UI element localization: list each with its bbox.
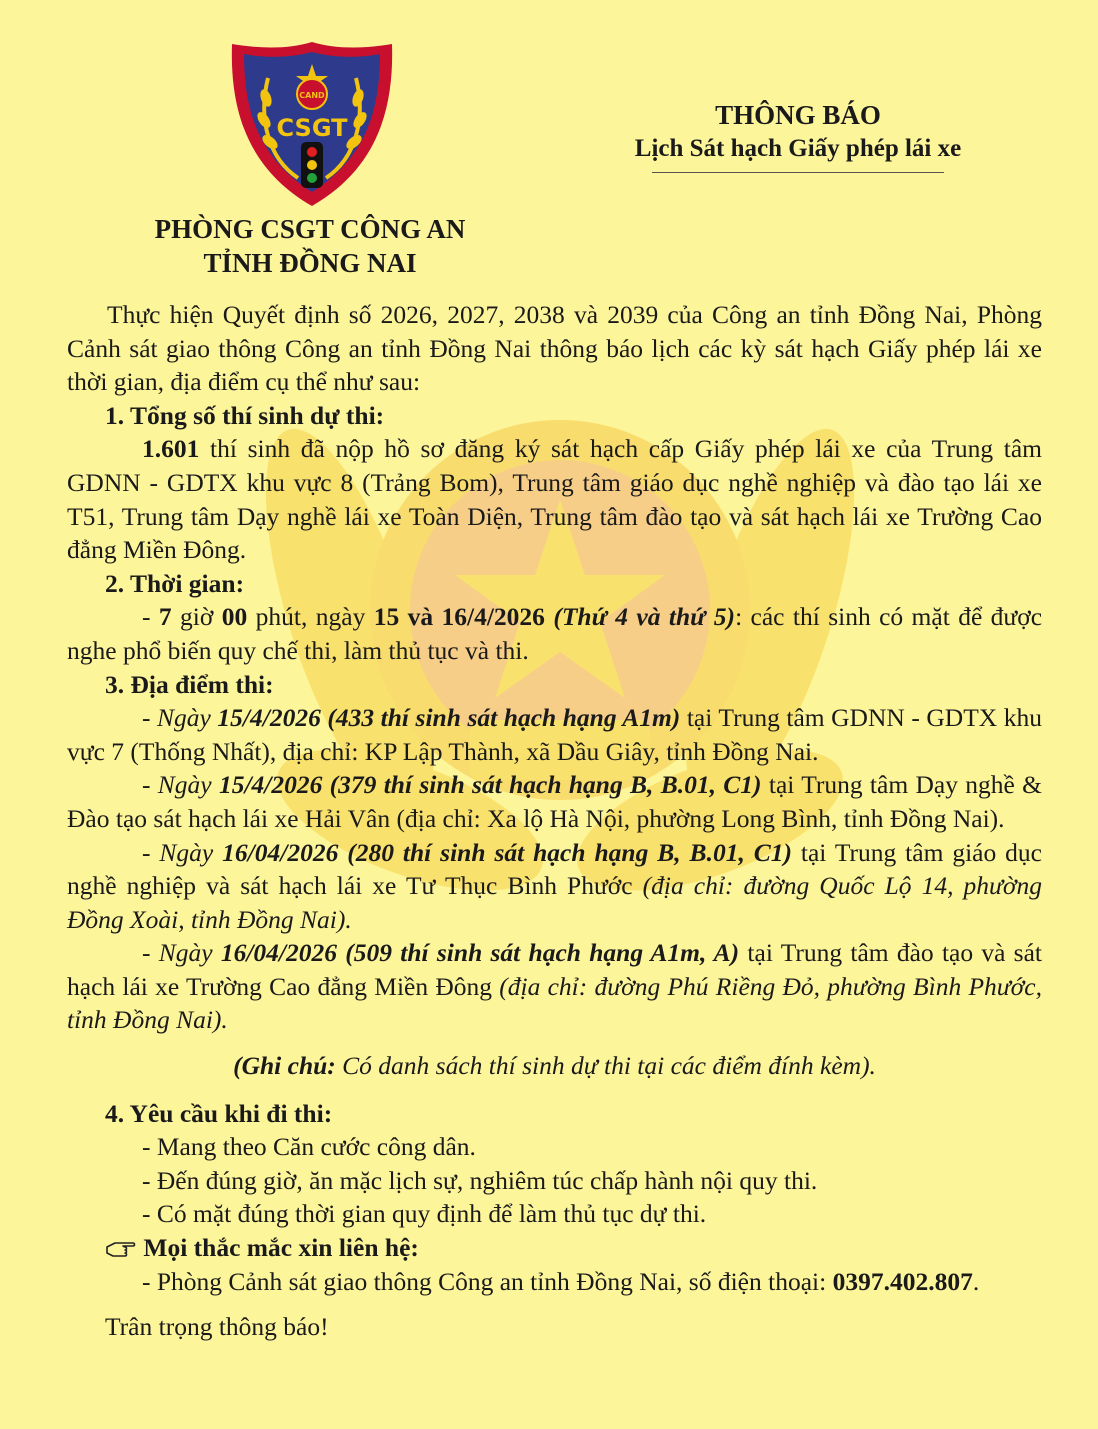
candidate-total: 1.601 bbox=[142, 434, 200, 464]
note-close: ). bbox=[861, 1051, 876, 1081]
header-divider bbox=[652, 172, 944, 173]
requirement-item: - Có mặt đúng thời gian quy định để làm thủ tục dự thi. bbox=[142, 1199, 707, 1229]
section-2-rest: : các thí sinh có mặt để được nghe phổ biến quy chế thi, làm thủ tục và thi. bbox=[67, 602, 1043, 665]
location-lead: - Ngày bbox=[142, 938, 221, 968]
location-date-group: 16/04/2026 (280 thí sinh sát hạch hạng B, B.01, C1) bbox=[222, 837, 792, 867]
location-address: (địa chỉ: đường Quốc Lộ 14, phường Đồng Xoài, tỉnh Đồng Nai). bbox=[67, 871, 1043, 934]
contact-heading: Mọi thắc mắc xin liên hệ: bbox=[143, 1233, 419, 1263]
location-text: tại Trung tâm Dạy nghề & Đào tạo sát hạch lái xe Hải Vân (địa chỉ: Xa lộ Hà Nội, phường Long Bình, tỉnh Đồng Nai). bbox=[67, 770, 1042, 833]
text-gio: giờ bbox=[171, 602, 222, 632]
note-open: ( bbox=[233, 1051, 242, 1081]
notice-header bbox=[598, 98, 998, 173]
contact-end: . bbox=[972, 1266, 980, 1296]
dash: - bbox=[142, 602, 159, 632]
notice-title: THÔNG BÁO bbox=[715, 100, 881, 130]
location-item bbox=[67, 768, 1042, 835]
section-1-paragraph bbox=[67, 432, 1042, 566]
location-date-group: 15/4/2026 (433 thí sinh sát hạch hạng A1m) bbox=[217, 703, 681, 733]
location-item bbox=[67, 936, 1042, 1037]
contact-heading-row bbox=[67, 1231, 1042, 1265]
exam-dates: 15 và 16/4/2026 bbox=[373, 602, 545, 632]
intro-paragraph: Thực hiện Quyết định số 2026, 2027, 2038 và 2039 của Công an tỉnh Đồng Nai, Phòng Cảnh sát giao thông Công an tỉnh Đồng Nai thông báo lịch các kỳ sát hạch Giấy phép lái xe thời gian, địa điểm cụ thể như sau: bbox=[67, 300, 1042, 397]
location-text: tại Trung tâm giáo dục nghề nghiệp và sát hạch lái xe Tư Thục Bình Phước bbox=[67, 837, 1042, 901]
location-lead: - Ngày bbox=[142, 703, 218, 733]
organization-name bbox=[100, 212, 520, 280]
notice-body bbox=[67, 298, 1042, 1344]
section-2-paragraph bbox=[67, 600, 1042, 667]
section-2-heading: 2. Thời gian: bbox=[105, 568, 245, 598]
contact-phone: 0397.402.807 bbox=[832, 1266, 973, 1296]
location-lead: - Ngày bbox=[142, 770, 219, 800]
requirement-item: - Mang theo Căn cước công dân. bbox=[142, 1132, 476, 1162]
location-date-group: 15/4/2026 (379 thí sinh sát hạch hạng B, B.01, C1) bbox=[218, 770, 762, 800]
text-phut-ngay: phút, ngày bbox=[247, 602, 374, 632]
exam-hour: 7 bbox=[158, 602, 172, 632]
notice-subtitle: Lịch Sát hạch Giấy phép lái xe bbox=[634, 135, 962, 162]
note-label: Ghi chú: bbox=[241, 1051, 336, 1081]
location-item bbox=[67, 701, 1042, 768]
org-line-2: TỈNH ĐỒNG NAI bbox=[203, 248, 417, 278]
location-text: tại Trung tâm đào tạo và sát hạch lái xe Trường Cao đẳng Miền Đông bbox=[67, 938, 1042, 1001]
section-1-heading: 1. Tổng số thí sinh dự thi: bbox=[105, 400, 385, 430]
contact-text: - Phòng Cảnh sát giao thông Công an tỉnh Đồng Nai, số điện thoại: bbox=[142, 1266, 833, 1296]
contact-line bbox=[67, 1265, 1042, 1299]
note-text: Có danh sách thí sinh dự thi tại các điểm đính kèm bbox=[335, 1051, 862, 1081]
pointing-hand-icon bbox=[105, 1237, 137, 1259]
requirement-item: - Đến đúng giờ, ăn mặc lịch sự, nghiêm túc chấp hành nội quy thi. bbox=[142, 1165, 818, 1195]
attachment-note bbox=[67, 1049, 1042, 1083]
location-text: tại Trung tâm GDNN - GDTX khu vực 7 (Thống Nhất), địa chỉ: KP Lập Thành, xã Dầu Giây, tỉnh Đồng Nai. bbox=[67, 703, 1042, 766]
logo-csgt-text: CSGT bbox=[276, 114, 348, 142]
section-1-text: thí sinh đã nộp hồ sơ đăng ký sát hạch cấp Giấy phép lái xe của Trung tâm GDNN - GDTX khu vực 8 (Trảng Bom), Trung tâm giáo dục nghề nghiệp và đào tạo lái xe T51, Trung tâm Dạy nghề lái xe Toàn Diện, Trung tâm đào tạo và sát hạch lái xe Trường Cao đẳng Miền Đông. bbox=[67, 434, 1042, 565]
org-line-1: PHÒNG CSGT CÔNG AN bbox=[154, 214, 466, 244]
logo-cand-text: CAND bbox=[299, 91, 325, 100]
section-4-heading: 4. Yêu cầu khi đi thi: bbox=[105, 1098, 333, 1128]
location-date-group: 16/04/2026 (509 thí sinh sát hạch hạng A1m, A) bbox=[220, 938, 740, 968]
csgt-logo bbox=[228, 38, 396, 210]
location-item bbox=[67, 836, 1042, 937]
location-address: (địa chỉ: đường Phú Riềng Đỏ, phường Bình Phước, tỉnh Đồng Nai). bbox=[67, 971, 1042, 1035]
exam-weekdays: (Thứ 4 và thứ 5) bbox=[553, 602, 736, 632]
location-lead: - Ngày bbox=[142, 837, 223, 867]
exam-minute: 00 bbox=[221, 602, 248, 632]
section-3-heading: 3. Địa điểm thi: bbox=[105, 669, 274, 699]
closing-line: Trân trọng thông báo! bbox=[105, 1312, 329, 1342]
